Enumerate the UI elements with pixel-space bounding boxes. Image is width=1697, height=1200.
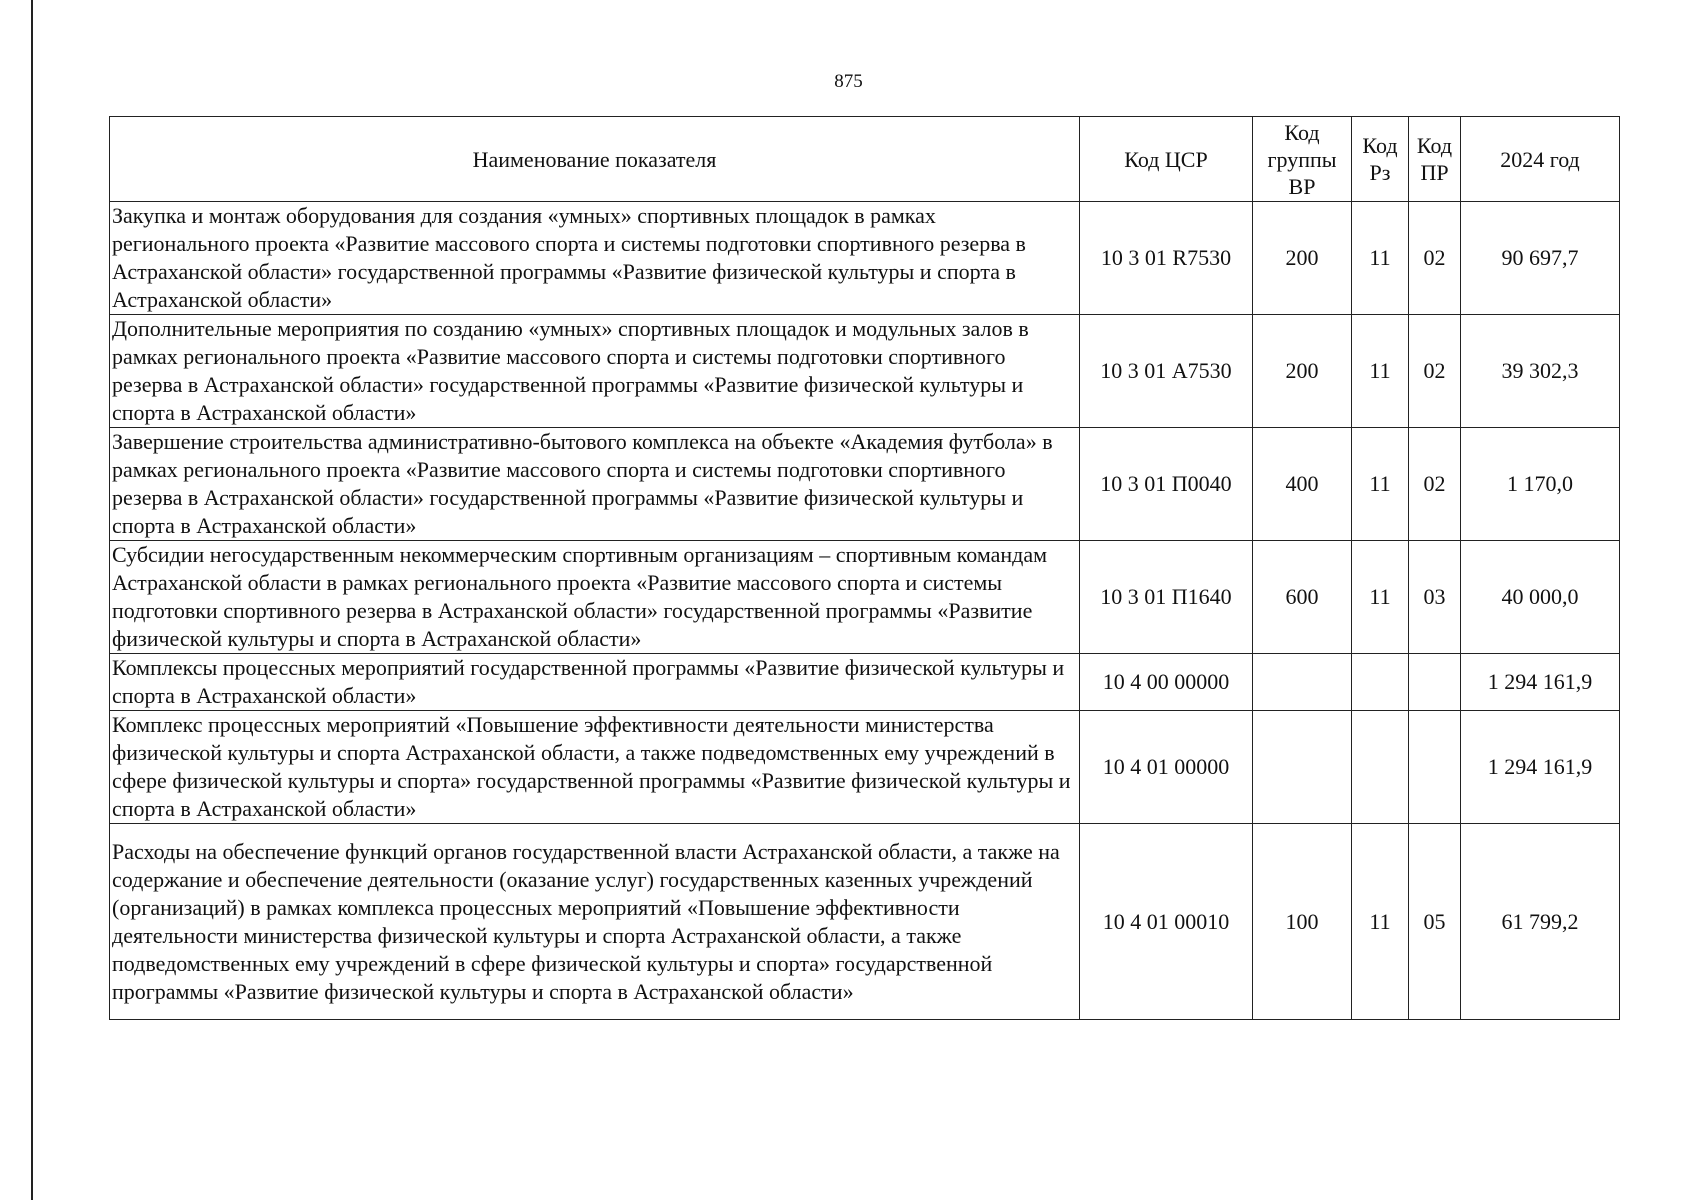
- row-amount: 90 697,7: [1461, 202, 1620, 315]
- header-rz-code: Код Рз: [1352, 117, 1409, 202]
- row-name: Комплекс процессных мероприятий «Повышение эффективности деятельности министерства физической культуры и спорта Астраханской области, а также подведомственных ему учреждений в сфере физической культуры и спорта» государственной программы «Развитие физической культуры и спорта в Астраханской области»: [110, 711, 1080, 824]
- row-amount: 61 799,2: [1461, 824, 1620, 1020]
- row-rz-code: [1352, 711, 1409, 824]
- row-vr-code: [1253, 711, 1352, 824]
- row-csr-code: 10 3 01 П0040: [1080, 428, 1253, 541]
- row-rz-code: 11: [1352, 541, 1409, 654]
- page-binding-line: [31, 0, 33, 1200]
- row-pr-code: 05: [1409, 824, 1461, 1020]
- row-csr-code: 10 3 01 П1640: [1080, 541, 1253, 654]
- row-csr-code: 10 3 01 А7530: [1080, 315, 1253, 428]
- header-pr-code: Код ПР: [1409, 117, 1461, 202]
- row-amount: 40 000,0: [1461, 541, 1620, 654]
- row-rz-code: 11: [1352, 315, 1409, 428]
- budget-table: [109, 116, 1620, 1020]
- row-vr-code: 100: [1253, 824, 1352, 1020]
- row-amount: 1 294 161,9: [1461, 654, 1620, 711]
- row-amount: 39 302,3: [1461, 315, 1620, 428]
- table-row: [110, 541, 1620, 654]
- table-header-row: [110, 117, 1620, 202]
- row-pr-code: [1409, 711, 1461, 824]
- page-number: 875: [834, 71, 863, 92]
- row-amount: 1 170,0: [1461, 428, 1620, 541]
- row-csr-code: 10 4 01 00000: [1080, 711, 1253, 824]
- row-vr-code: 400: [1253, 428, 1352, 541]
- header-vr-group-code: Код группы ВР: [1253, 117, 1352, 202]
- table-row: [110, 824, 1620, 1020]
- table-row: [110, 428, 1620, 541]
- row-vr-code: 200: [1253, 315, 1352, 428]
- row-pr-code: 02: [1409, 315, 1461, 428]
- row-name: Субсидии негосударственным некоммерческим спортивным организациям – спортивным командам Астраханской области в рамках регионального проекта «Развитие массового спорта и системы подготовки спортивного резерва в Астраханской области» государственной программы «Развитие физической культуры и спорта в Астраханской области»: [110, 541, 1080, 654]
- row-rz-code: 11: [1352, 824, 1409, 1020]
- row-amount: 1 294 161,9: [1461, 711, 1620, 824]
- row-pr-code: [1409, 654, 1461, 711]
- row-name: Расходы на обеспечение функций органов государственной власти Астраханской области, а также на содержание и обеспечение деятельности (оказание услуг) государственных казенных учреждений (организаций) в рамках комплекса процессных мероприятий «Повышение эффективности деятельности министерства физической культуры и спорта Астраханской области, а также подведомственных ему учреждений в сфере физической культуры и спорта» государственной программы «Развитие физической культуры и спорта в Астраханской области»: [110, 824, 1080, 1020]
- table-row: [110, 315, 1620, 428]
- header-name: Наименование показателя: [110, 117, 1080, 202]
- row-name: Дополнительные мероприятия по созданию «умных» спортивных площадок и модульных залов в рамках регионального проекта «Развитие массового спорта и системы подготовки спортивного резерва в Астраханской области» государственной программы «Развитие физической культуры и спорта в Астраханской области»: [110, 315, 1080, 428]
- row-vr-code: 200: [1253, 202, 1352, 315]
- row-rz-code: 11: [1352, 428, 1409, 541]
- table-row: [110, 202, 1620, 315]
- row-rz-code: 11: [1352, 202, 1409, 315]
- header-year-2024: 2024 год: [1461, 117, 1620, 202]
- header-csr-code: Код ЦСР: [1080, 117, 1253, 202]
- row-pr-code: 03: [1409, 541, 1461, 654]
- table-row: [110, 654, 1620, 711]
- row-pr-code: 02: [1409, 202, 1461, 315]
- row-name: Закупка и монтаж оборудования для создания «умных» спортивных площадок в рамках регионального проекта «Развитие массового спорта и системы подготовки спортивного резерва в Астраханской области» государственной программы «Развитие физической культуры и спорта в Астраханской области»: [110, 202, 1080, 315]
- row-csr-code: 10 4 01 00010: [1080, 824, 1253, 1020]
- row-vr-code: [1253, 654, 1352, 711]
- table-row: [110, 711, 1620, 824]
- row-vr-code: 600: [1253, 541, 1352, 654]
- row-name: Комплексы процессных мероприятий государственной программы «Развитие физической культуры и спорта в Астраханской области»: [110, 654, 1080, 711]
- row-pr-code: 02: [1409, 428, 1461, 541]
- row-csr-code: 10 4 00 00000: [1080, 654, 1253, 711]
- row-csr-code: 10 3 01 R7530: [1080, 202, 1253, 315]
- row-name: Завершение строительства административно-бытового комплекса на объекте «Академия футбола» в рамках регионального проекта «Развитие массового спорта и системы подготовки спортивного резерва в Астраханской области» государственной программы «Развитие физической культуры и спорта в Астраханской области»: [110, 428, 1080, 541]
- row-rz-code: [1352, 654, 1409, 711]
